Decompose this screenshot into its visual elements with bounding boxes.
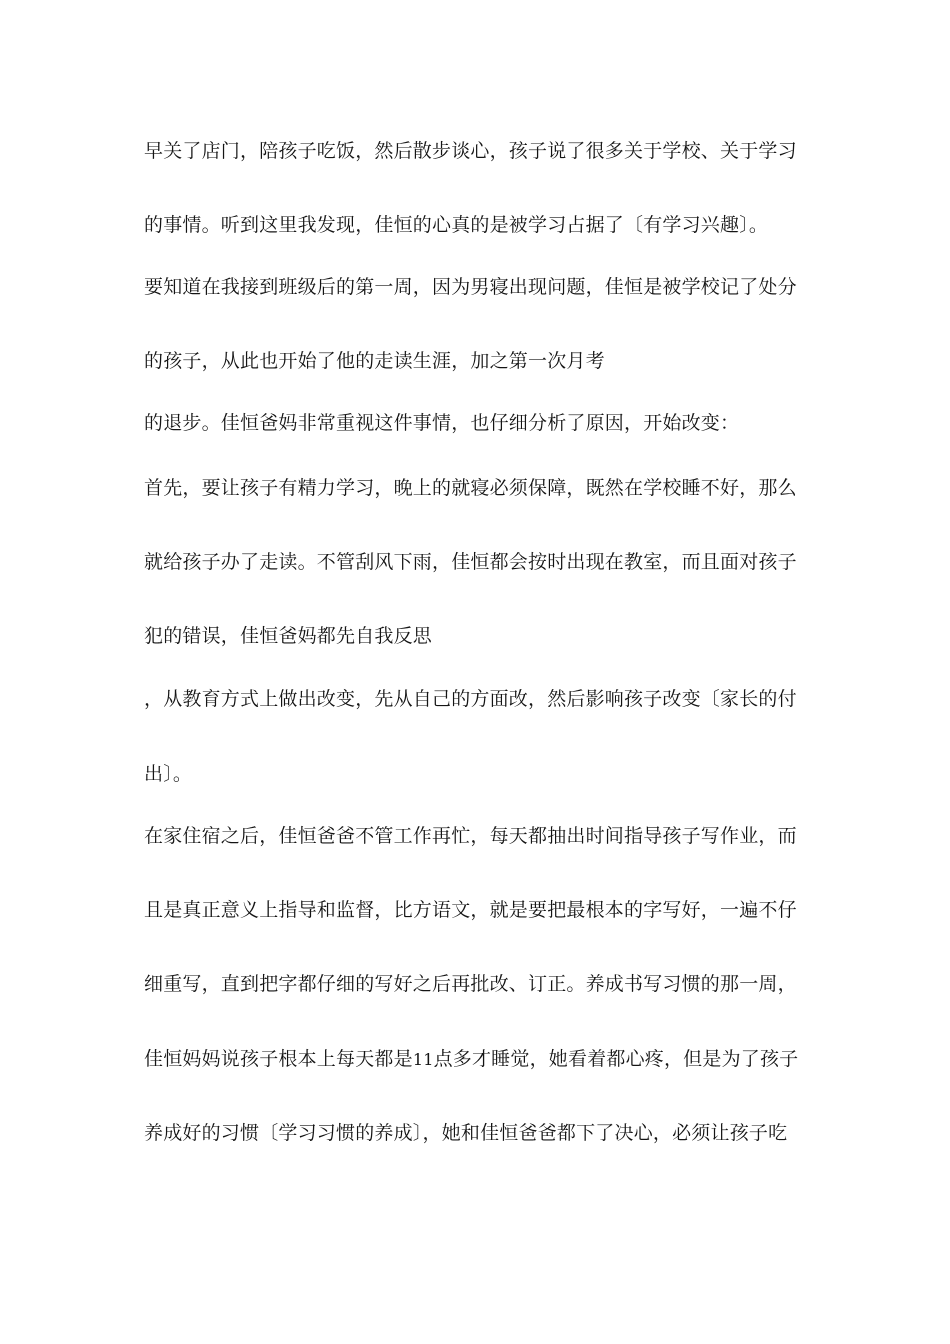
- text-line: 就给孩子办了走读。不管刮风下雨，佳恒都会按时出现在教室，而且面对孩子: [144, 551, 797, 573]
- text-line: 且是真正意义上指导和监督，比方语文，就是要把最根本的字写好，一遍不仔: [144, 899, 797, 921]
- text-line: 在家住宿之后，佳恒爸爸不管工作再忙，每天都抽出时间指导孩子写作业，而: [144, 825, 797, 847]
- text-line: 犯的错误，佳恒爸妈都先自我反思: [144, 625, 433, 647]
- text-line: 首先，要让孩子有精力学习，晚上的就寝必须保障，既然在学校睡不好，那么: [144, 477, 797, 499]
- text-line: 的孩子，从此也开始了他的走读生涯，加之第一次月考: [144, 350, 605, 372]
- text-line: 早关了店门，陪孩子吃饭，然后散步谈心，孩子说了很多关于学校、关于学习: [144, 140, 797, 162]
- text-line: 细重写，直到把字都仔细的写好之后再批改、订正。养成书写习惯的那一周，: [144, 973, 797, 995]
- text-line: 出〕。: [144, 763, 193, 785]
- text-line: 要知道在我接到班级后的第一周，因为男寝出现问题，佳恒是被学校记了处分: [144, 276, 797, 298]
- text-segment: 点多才睡觉，她看着都心疼，但是为了孩子: [433, 1048, 799, 1070]
- text-line: 的退步。佳恒爸妈非常重视这件事情，也仔细分析了原因，开始改变：: [144, 412, 740, 434]
- text-line: 养成好的习惯〔学习习惯的养成〕，她和佳恒爸爸都下了决心，必须让孩子吃: [144, 1122, 788, 1144]
- text-line: 的事情。听到这里我发现，佳恒的心真的是被学习占据了〔有学习兴趣〕。: [144, 214, 769, 236]
- text-segment: 佳恒妈妈说孩子根本上每天都是: [144, 1048, 413, 1070]
- text-line: [144, 1047, 798, 1072]
- number-text: 11: [412, 1050, 434, 1069]
- text-line: ，从教育方式上做出改变，先从自己的方面改，然后影响孩子改变〔家长的付: [144, 688, 797, 710]
